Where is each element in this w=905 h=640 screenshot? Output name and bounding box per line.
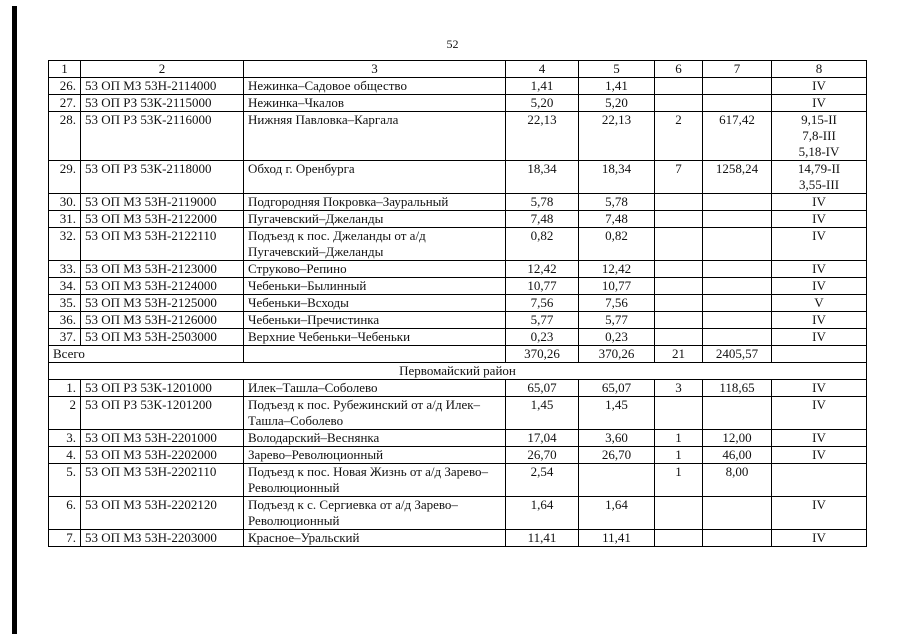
length-total-cell: 18,34 (506, 161, 579, 194)
header-cell: 1 (49, 61, 81, 78)
row-number-cell: 37. (49, 329, 81, 346)
bridge-count-cell (655, 397, 703, 430)
road-name-cell: Струково–Репино (244, 261, 506, 278)
table-row (49, 497, 867, 530)
road-name-cell: Подгородняя Покровка–Зауральный (244, 194, 506, 211)
header-cell: 7 (703, 61, 772, 78)
row-number-cell: 7. (49, 530, 81, 547)
length-total-cell: 11,41 (506, 530, 579, 547)
road-category-cell: IV (772, 95, 867, 112)
length-total-cell: 1,45 (506, 397, 579, 430)
empty-cell (244, 346, 506, 363)
road-code-cell: 53 ОП МЗ 53Н-2114000 (81, 78, 244, 95)
road-name-cell: Володарский–Веснянка (244, 430, 506, 447)
total-row (49, 346, 867, 363)
length-total-cell: 0,23 (506, 329, 579, 346)
bridge-length-cell: 8,00 (703, 464, 772, 497)
length-paved-cell: 65,07 (579, 380, 655, 397)
length-total-cell: 7,56 (506, 295, 579, 312)
length-paved-cell: 5,78 (579, 194, 655, 211)
bridge-length-cell (703, 228, 772, 261)
bridge-count-cell (655, 497, 703, 530)
table-row (49, 447, 867, 464)
road-category-cell: 14,79-II 3,55-III (772, 161, 867, 194)
bridge-length-cell (703, 329, 772, 346)
table-row (49, 278, 867, 295)
road-name-cell: Нижняя Павловка–Каргала (244, 112, 506, 161)
road-category-cell: IV (772, 397, 867, 430)
road-category-cell: V (772, 295, 867, 312)
table-row (49, 228, 867, 261)
row-number-cell: 3. (49, 430, 81, 447)
road-code-cell: 53 ОП РЗ 53К-1201000 (81, 380, 244, 397)
bridge-count-cell: 1 (655, 430, 703, 447)
road-name-cell: Нежинка–Садовое общество (244, 78, 506, 95)
bridge-count-cell (655, 295, 703, 312)
bridge-length-cell (703, 211, 772, 228)
road-category-cell: IV (772, 78, 867, 95)
roads-table (48, 60, 867, 547)
table-row (49, 430, 867, 447)
road-code-cell: 53 ОП МЗ 53Н-2201000 (81, 430, 244, 447)
page-number: 52 (446, 37, 459, 51)
table-row (49, 261, 867, 278)
road-code-cell: 53 ОП МЗ 53Н-2124000 (81, 278, 244, 295)
length-paved-cell: 18,34 (579, 161, 655, 194)
bridge-count-cell: 7 (655, 161, 703, 194)
bridge-count-cell: 1 (655, 464, 703, 497)
road-category-cell: IV (772, 194, 867, 211)
road-name-cell: Чебеньки–Пречистинка (244, 312, 506, 329)
header-row (49, 61, 867, 78)
header-cell: 6 (655, 61, 703, 78)
road-name-cell: Пугачевский–Джеланды (244, 211, 506, 228)
empty-cell (772, 346, 867, 363)
row-number-cell: 4. (49, 447, 81, 464)
district-header-row (49, 363, 867, 380)
row-number-cell: 27. (49, 95, 81, 112)
total-paved-cell: 370,26 (579, 346, 655, 363)
length-paved-cell: 3,60 (579, 430, 655, 447)
road-name-cell: Илек–Ташла–Соболево (244, 380, 506, 397)
length-total-cell: 22,13 (506, 112, 579, 161)
road-category-cell (772, 464, 867, 497)
road-category-cell: IV (772, 261, 867, 278)
road-category-cell: IV (772, 211, 867, 228)
bridge-length-cell: 118,65 (703, 380, 772, 397)
road-code-cell: 53 ОП МЗ 53Н-2202110 (81, 464, 244, 497)
road-code-cell: 53 ОП МЗ 53Н-2122000 (81, 211, 244, 228)
length-paved-cell: 0,82 (579, 228, 655, 261)
row-number-cell: 33. (49, 261, 81, 278)
row-number-cell: 1. (49, 380, 81, 397)
length-paved-cell: 10,77 (579, 278, 655, 295)
road-code-cell: 53 ОП МЗ 53Н-2122110 (81, 228, 244, 261)
bridge-count-cell (655, 312, 703, 329)
road-category-cell: IV (772, 430, 867, 447)
road-name-cell: Нежинка–Чкалов (244, 95, 506, 112)
row-number-cell: 29. (49, 161, 81, 194)
bridge-length-cell (703, 194, 772, 211)
bridge-length-cell (703, 295, 772, 312)
length-total-cell: 17,04 (506, 430, 579, 447)
road-code-cell: 53 ОП МЗ 53Н-2203000 (81, 530, 244, 547)
road-category-cell: IV (772, 228, 867, 261)
length-total-cell: 1,64 (506, 497, 579, 530)
road-code-cell: 53 ОП МЗ 53Н-2123000 (81, 261, 244, 278)
road-code-cell: 53 ОП МЗ 53Н-2126000 (81, 312, 244, 329)
length-paved-cell: 12,42 (579, 261, 655, 278)
bridge-count-cell (655, 194, 703, 211)
length-paved-cell (579, 464, 655, 497)
road-name-cell: Красное–Уральский (244, 530, 506, 547)
length-total-cell: 0,82 (506, 228, 579, 261)
length-paved-cell: 5,77 (579, 312, 655, 329)
row-number-cell: 26. (49, 78, 81, 95)
road-category-cell: IV (772, 329, 867, 346)
table-body (49, 61, 867, 547)
bridge-count-cell (655, 228, 703, 261)
length-paved-cell: 26,70 (579, 447, 655, 464)
length-paved-cell: 0,23 (579, 329, 655, 346)
length-total-cell: 26,70 (506, 447, 579, 464)
row-number-cell: 35. (49, 295, 81, 312)
row-number-cell: 34. (49, 278, 81, 295)
table-row (49, 312, 867, 329)
table-row (49, 95, 867, 112)
row-number-cell: 31. (49, 211, 81, 228)
road-code-cell: 53 ОП МЗ 53Н-2202000 (81, 447, 244, 464)
row-number-cell: 2 (49, 397, 81, 430)
road-name-cell: Подъезд к с. Сергиевка от а/д Зарево–Революционный (244, 497, 506, 530)
bridge-count-cell (655, 530, 703, 547)
table-row (49, 112, 867, 161)
road-code-cell: 53 ОП МЗ 53Н-2503000 (81, 329, 244, 346)
table-row (49, 295, 867, 312)
header-cell: 3 (244, 61, 506, 78)
bridge-length-cell (703, 530, 772, 547)
header-cell: 8 (772, 61, 867, 78)
row-number-cell: 32. (49, 228, 81, 261)
road-code-cell: 53 ОП РЗ 53К-2115000 (81, 95, 244, 112)
length-paved-cell: 1,45 (579, 397, 655, 430)
length-paved-cell: 5,20 (579, 95, 655, 112)
road-category-cell: IV (772, 530, 867, 547)
length-total-cell: 10,77 (506, 278, 579, 295)
district-title-cell: Первомайский район (49, 363, 867, 380)
table-row (49, 194, 867, 211)
binding-edge-line (12, 6, 17, 634)
table-row (49, 397, 867, 430)
bridge-count-cell (655, 78, 703, 95)
road-category-cell: IV (772, 447, 867, 464)
length-total-cell: 65,07 (506, 380, 579, 397)
bridge-count-cell (655, 261, 703, 278)
road-name-cell: Чебеньки–Всходы (244, 295, 506, 312)
header-cell: 4 (506, 61, 579, 78)
table-row (49, 78, 867, 95)
bridge-count-cell: 2 (655, 112, 703, 161)
bridge-count-cell (655, 329, 703, 346)
length-total-cell: 5,78 (506, 194, 579, 211)
road-code-cell: 53 ОП МЗ 53Н-2119000 (81, 194, 244, 211)
bridge-length-cell (703, 78, 772, 95)
road-category-cell: IV (772, 312, 867, 329)
bridge-count-cell: 3 (655, 380, 703, 397)
bridge-length-cell: 617,42 (703, 112, 772, 161)
table-row (49, 530, 867, 547)
bridge-count-cell: 1 (655, 447, 703, 464)
bridge-length-cell (703, 95, 772, 112)
total-length-cell: 370,26 (506, 346, 579, 363)
road-category-cell: IV (772, 380, 867, 397)
length-total-cell: 2,54 (506, 464, 579, 497)
road-name-cell: Подъезд к пос. Новая Жизнь от а/д Зарево–Революционный (244, 464, 506, 497)
length-total-cell: 7,48 (506, 211, 579, 228)
road-code-cell: 53 ОП РЗ 53К-2118000 (81, 161, 244, 194)
road-category-cell: IV (772, 497, 867, 530)
bridge-count-cell (655, 211, 703, 228)
bridge-length-cell (703, 397, 772, 430)
road-name-cell: Обход г. Оренбурга (244, 161, 506, 194)
table-row (49, 464, 867, 497)
length-paved-cell: 11,41 (579, 530, 655, 547)
road-code-cell: 53 ОП РЗ 53К-1201200 (81, 397, 244, 430)
header-cell: 2 (81, 61, 244, 78)
bridge-length-cell: 46,00 (703, 447, 772, 464)
bridge-length-cell (703, 312, 772, 329)
row-number-cell: 5. (49, 464, 81, 497)
road-name-cell: Чебеньки–Былинный (244, 278, 506, 295)
length-total-cell: 12,42 (506, 261, 579, 278)
length-paved-cell: 22,13 (579, 112, 655, 161)
bridge-length-cell: 1258,24 (703, 161, 772, 194)
length-paved-cell: 1,64 (579, 497, 655, 530)
table-row (49, 380, 867, 397)
table-row (49, 161, 867, 194)
length-total-cell: 1,41 (506, 78, 579, 95)
road-code-cell: 53 ОП МЗ 53Н-2125000 (81, 295, 244, 312)
road-category-cell: 9,15-II 7,8-III 5,18-IV (772, 112, 867, 161)
road-name-cell: Зарево–Революционный (244, 447, 506, 464)
table-row (49, 329, 867, 346)
road-code-cell: 53 ОП МЗ 53Н-2202120 (81, 497, 244, 530)
total-bridge-count-cell: 21 (655, 346, 703, 363)
total-bridge-length-cell: 2405,57 (703, 346, 772, 363)
row-number-cell: 28. (49, 112, 81, 161)
row-number-cell: 30. (49, 194, 81, 211)
bridge-length-cell (703, 497, 772, 530)
bridge-length-cell (703, 261, 772, 278)
table-row (49, 211, 867, 228)
bridge-length-cell: 12,00 (703, 430, 772, 447)
road-code-cell: 53 ОП РЗ 53К-2116000 (81, 112, 244, 161)
total-label-cell: Всего (49, 346, 244, 363)
bridge-length-cell (703, 278, 772, 295)
length-total-cell: 5,20 (506, 95, 579, 112)
bridge-count-cell (655, 278, 703, 295)
header-cell: 5 (579, 61, 655, 78)
road-name-cell: Подъезд к пос. Джеланды от а/д Пугачевский–Джеланды (244, 228, 506, 261)
length-total-cell: 5,77 (506, 312, 579, 329)
row-number-cell: 6. (49, 497, 81, 530)
length-paved-cell: 7,48 (579, 211, 655, 228)
bridge-count-cell (655, 95, 703, 112)
road-name-cell: Подъезд к пос. Рубежинский от а/д Илек–Ташла–Соболево (244, 397, 506, 430)
road-category-cell: IV (772, 278, 867, 295)
row-number-cell: 36. (49, 312, 81, 329)
road-name-cell: Верхние Чебеньки–Чебеньки (244, 329, 506, 346)
length-paved-cell: 1,41 (579, 78, 655, 95)
length-paved-cell: 7,56 (579, 295, 655, 312)
